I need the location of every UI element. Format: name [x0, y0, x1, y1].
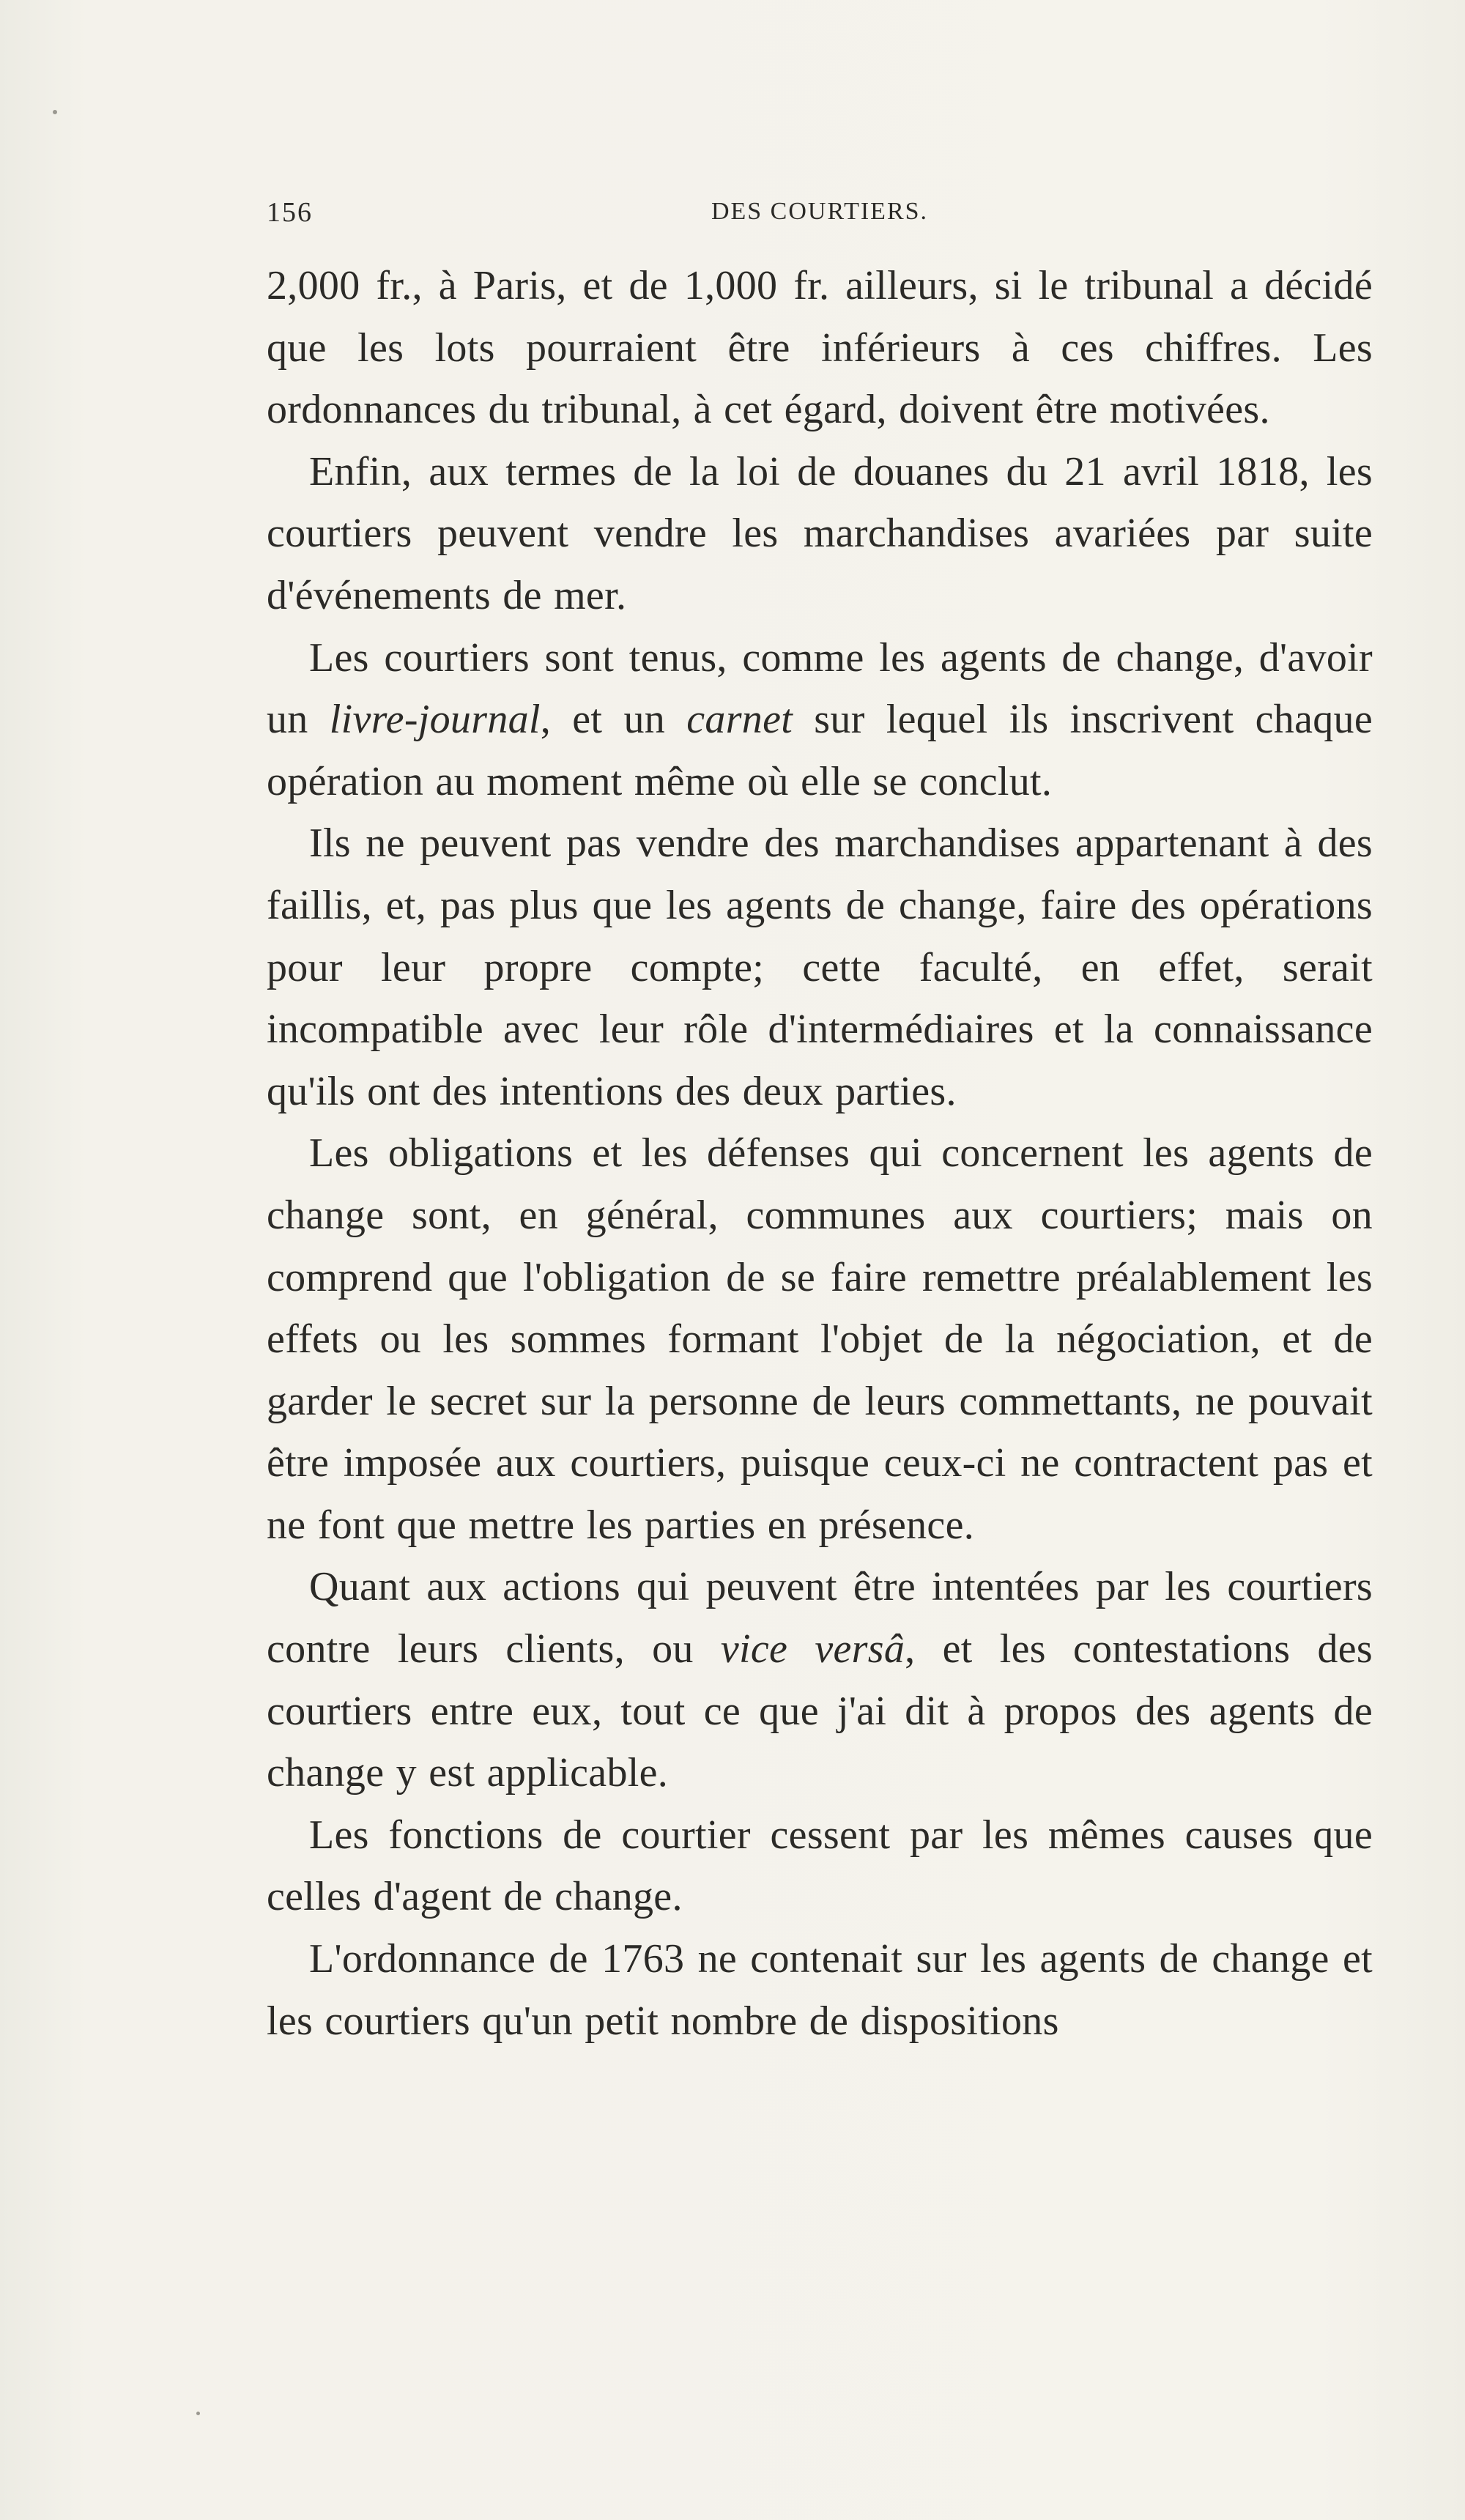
italic-term-livre-journal: livre-journal: [329, 697, 541, 743]
paper-speck: [196, 2412, 200, 2415]
paragraph-continuation: 2,000 fr., à Paris, et de 1,000 fr. ailleurs, si le tribunal a décidé que les lots pourraient être inférieurs à ces chiffres. Les ordonnances du tribunal, à cet égard, doivent être motivées.: [267, 263, 1373, 433]
paragraph-douanes: Enfin, aux termes de la loi de douanes du 21 avril 1818, les courtiers peuvent vendre les marchandises avariées par suite d'événements de mer.: [267, 448, 1373, 618]
paragraph-ordonnance: L'ordonnance de 1763 ne contenait sur les agents de change et les courtiers qu'un petit nombre de dispositions: [267, 1936, 1373, 2044]
body-text: [267, 255, 1373, 2052]
running-head: DES COURTIERS.: [711, 198, 929, 225]
paragraph-faillis: Ils ne peuvent pas vendre des marchandises appartenant à des faillis, et, pas plus que les agents de change, faire des opérations pour leur propre compte; cette faculté, en effet, serait incompatible avec leur rôle d'intermédiaires et la connaissance qu'ils ont des intentions des deux parties.: [267, 820, 1373, 1114]
text-run: , et les contestations des courtiers entre eux, tout ce que j'ai dit à propos des agents de change y est applicable.: [267, 1626, 1373, 1796]
text-run: , et un: [540, 697, 687, 743]
text-run: sur lequel ils inscrivent chaque opération au moment même où elle se conclut.: [267, 697, 1373, 804]
italic-term-carnet: carnet: [686, 697, 793, 743]
italic-term-vice-versa: vice versâ: [720, 1626, 905, 1672]
text-run: Les courtiers sont tenus, comme les agents de change, d'avoir un: [267, 634, 1373, 743]
page-number: 156: [267, 197, 313, 228]
paragraph-fonctions: Les fonctions de courtier cessent par les mêmes causes que celles d'agent de change.: [267, 1812, 1373, 1920]
paragraph-actions: [267, 1556, 1373, 1804]
paper-speck: [53, 110, 57, 114]
page-header: [267, 196, 1373, 233]
paragraph-livre-journal: [267, 627, 1373, 813]
paragraph-obligations: Les obligations et les défenses qui concernent les agents de change sont, en général, communes aux courtiers; mais on comprend que l'obligation de se faire remettre préalablement les effets ou les sommes formant l'objet de la négociation, et de garder le secret sur la personne de leurs commettants, ne pouvait être imposée aux courtiers, puisque ceux-ci ne contractent pas et ne font que mettre les parties en présence.: [267, 1130, 1373, 1548]
text-run: Quant aux actions qui peuvent être intentées par les courtiers contre leurs clients, ou: [267, 1564, 1373, 1672]
